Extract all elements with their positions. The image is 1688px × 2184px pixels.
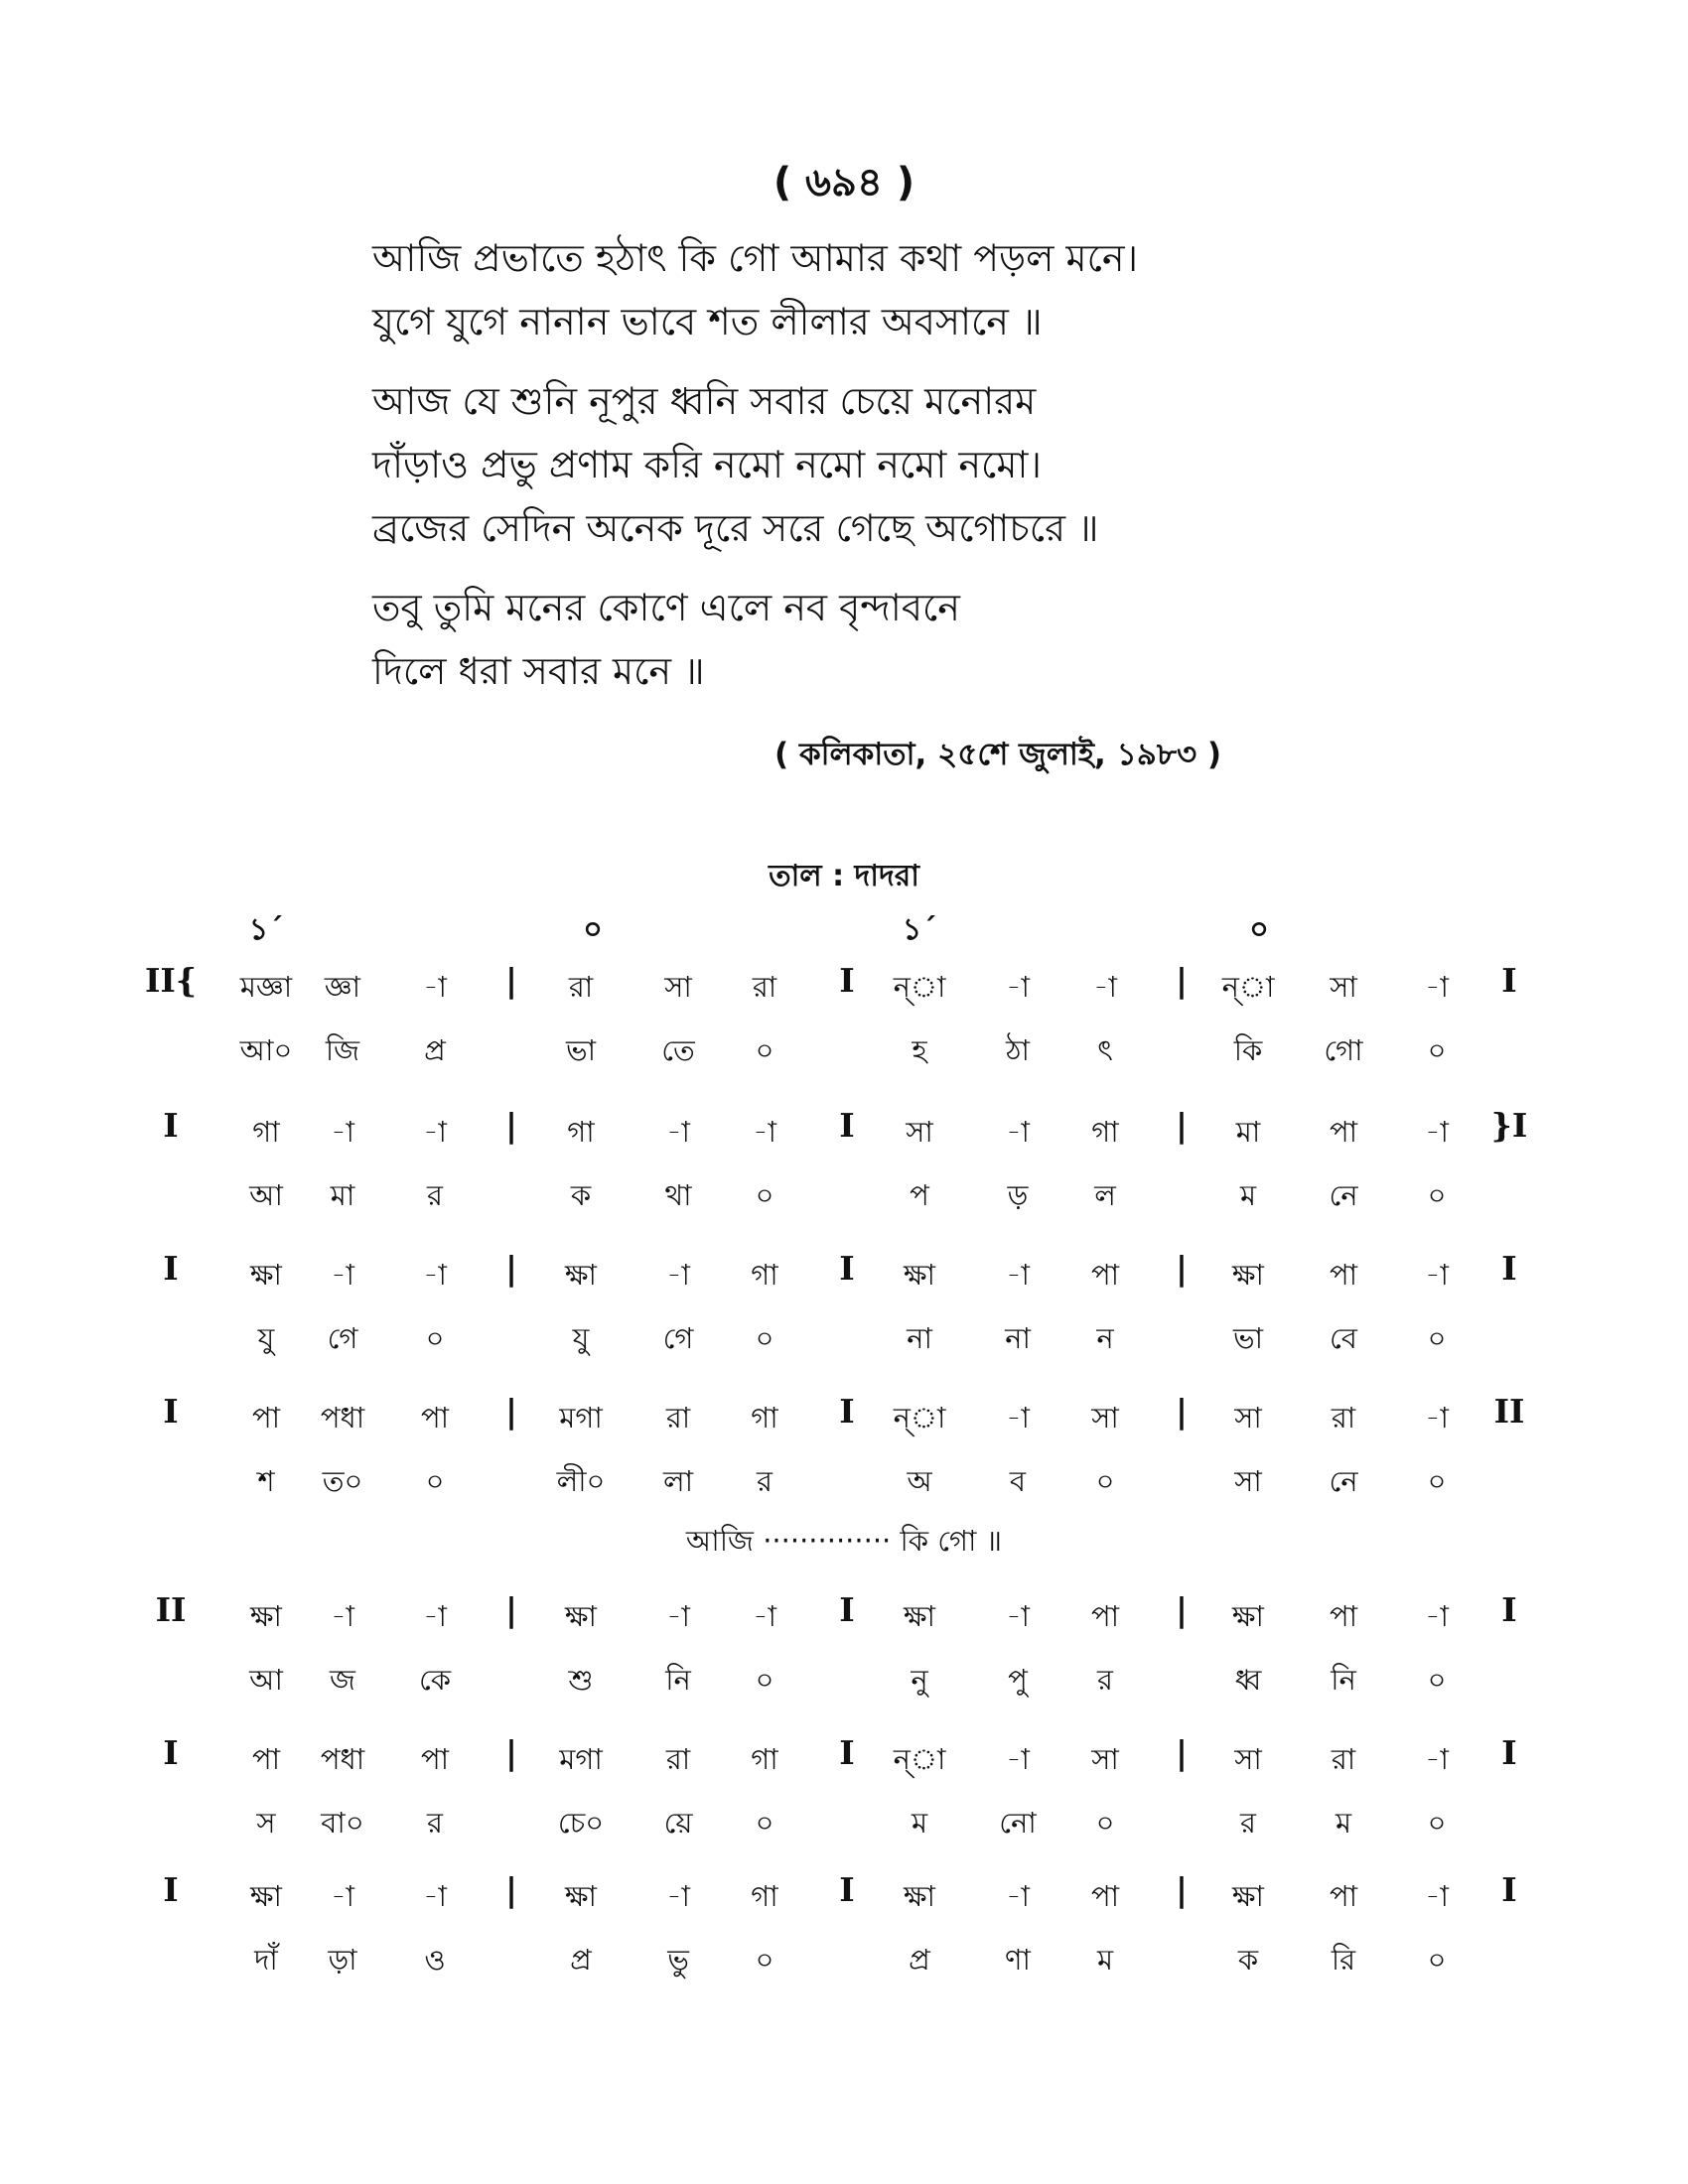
lyric-syllable: ০ <box>1427 1806 1447 1840</box>
swar-note: পা <box>1090 1258 1120 1292</box>
poem-line: যুগে যুগে নানান ভাবে শত লীলার অবসানে ॥ <box>372 300 1043 343</box>
swar-note: মজ্ঞা <box>239 970 293 1004</box>
bar-mark: | <box>1175 1106 1189 1145</box>
swar-note: মগা <box>559 1401 603 1434</box>
swar-note: ক্ষা <box>904 1258 935 1292</box>
lyric-syllable: ০ <box>1095 1464 1115 1498</box>
swar-note: ন্‌া <box>893 1401 946 1434</box>
swar-note: -া <box>1006 1742 1030 1776</box>
swar-note: -া <box>666 1879 690 1913</box>
bar-mark: I <box>839 1733 855 1772</box>
lyric-syllable: র <box>427 1178 443 1212</box>
lyric-syllable: চে০ <box>557 1806 605 1840</box>
lyric-syllable: ও <box>424 1943 446 1977</box>
poem-line: দাঁড়াও প্রভু প্রণাম করি নমো নমো নমো নমো। <box>372 443 1043 486</box>
lyric-syllable: ০ <box>1427 1033 1447 1067</box>
lyric-syllable: কি <box>1233 1033 1263 1067</box>
swar-note: পা <box>420 1401 450 1434</box>
lyric-syllable: ০ <box>755 1033 774 1067</box>
lyric-syllable: ড়া <box>328 1943 357 1977</box>
refrain-line: আজি ·············· কি গো ॥ <box>685 1524 1003 1558</box>
lyric-syllable: কে <box>418 1663 452 1697</box>
lyric-syllable: প্র <box>424 1033 446 1067</box>
swar-note: পা <box>1090 1599 1120 1633</box>
lyric-syllable: নি <box>665 1663 691 1697</box>
bar-mark: I <box>1501 961 1517 1000</box>
poem-line: আজ যে শুনি নূপুর ধ্বনি সবার চেয়ে মনোরম <box>372 379 1037 423</box>
lyric-syllable: গো <box>1324 1033 1363 1067</box>
lyric-syllable: আ <box>249 1663 283 1697</box>
lyric-syllable: র <box>1240 1806 1256 1840</box>
lyric-syllable: দাঁ <box>254 1943 278 1977</box>
lyric-syllable: শ <box>257 1464 275 1498</box>
lyric-syllable: ০ <box>425 1321 445 1355</box>
swar-note: -া <box>1425 970 1449 1004</box>
swar-note: পধা <box>320 1401 365 1434</box>
swar-note: ক্ষা <box>904 1599 935 1633</box>
bar-mark: I <box>839 1106 855 1145</box>
lyric-syllable: নু <box>911 1663 928 1697</box>
bar-mark: I <box>163 1249 179 1288</box>
bar-mark: | <box>1175 1392 1189 1431</box>
swar-note: পা <box>1090 1879 1120 1913</box>
page-number: ( ৬৯৪ ) <box>773 160 915 205</box>
lyric-syllable: ন <box>1096 1321 1114 1355</box>
lyric-syllable: যু <box>572 1321 590 1355</box>
lyric-syllable: ণা <box>1005 1943 1031 1977</box>
bar-mark: | <box>504 1392 518 1431</box>
bar-mark: I <box>163 1733 179 1772</box>
bar-mark: | <box>1175 961 1189 1000</box>
swar-note: ক্ষা <box>250 1258 282 1292</box>
lyric-syllable: নে <box>1329 1178 1358 1212</box>
swar-note: পা <box>1329 1879 1358 1913</box>
swar-note: -া <box>423 1258 447 1292</box>
dateline: ( কলিকাতা, ২৫শে জুলাই, ১৯৮৩ ) <box>774 737 1222 772</box>
bar-mark: | <box>1175 1590 1189 1629</box>
lyric-syllable: র <box>757 1464 773 1498</box>
lyric-syllable: নি <box>1331 1663 1356 1697</box>
swar-note: -া <box>331 1258 354 1292</box>
swar-note: গা <box>751 1258 778 1292</box>
swar-note: ক্ষা <box>250 1879 282 1913</box>
swar-note: ন্‌া <box>1221 970 1275 1004</box>
lyric-syllable: ০ <box>1427 1464 1447 1498</box>
bar-mark: | <box>1175 1249 1189 1288</box>
poem-line: আজি প্রভাতে হঠাৎ কি গো আমার কথা পড়ল মনে। <box>372 236 1139 280</box>
lyric-syllable: ম <box>911 1806 928 1840</box>
bar-mark: I <box>163 1106 179 1145</box>
swar-note: রা <box>568 970 594 1004</box>
swar-note: রা <box>1331 1742 1356 1776</box>
swar-note: গা <box>252 1115 280 1149</box>
swar-note: গা <box>567 1115 595 1149</box>
lyric-syllable: আ <box>249 1178 283 1212</box>
swar-note: -া <box>753 1599 776 1633</box>
lyric-syllable: ০ <box>755 1663 774 1697</box>
lyric-syllable: লা <box>662 1464 694 1498</box>
swar-note: -া <box>1006 1879 1030 1913</box>
lyric-syllable: ভা <box>565 1033 597 1067</box>
lyric-syllable: ড় <box>1007 1178 1029 1212</box>
lyric-syllable: বা০ <box>321 1806 364 1840</box>
swar-note: -া <box>331 1115 354 1149</box>
lyric-syllable: ভু <box>667 1943 689 1977</box>
lyric-syllable: না <box>1005 1321 1031 1355</box>
lyric-syllable: গে <box>662 1321 694 1355</box>
lyric-syllable: রি <box>1331 1943 1356 1977</box>
swar-note: পা <box>1329 1115 1358 1149</box>
swar-note: -া <box>1006 1401 1030 1434</box>
poem-line: দিলে ধরা সবার মনে ॥ <box>372 649 705 693</box>
lyric-syllable: প্র <box>570 1943 592 1977</box>
tala-heading: তাল : দাদরা <box>769 859 919 893</box>
swar-note: সা <box>1091 1742 1119 1776</box>
swar-note: ক্ষা <box>565 1258 597 1292</box>
poem-line: তবু তুমি মনের কোণে এলে নব বৃন্দাবনে <box>372 586 960 629</box>
swar-note: -া <box>666 1599 690 1633</box>
lyric-syllable: ল <box>1094 1178 1116 1212</box>
lyric-syllable: গে <box>327 1321 358 1355</box>
lyric-syllable: ০ <box>755 1178 774 1212</box>
lyric-syllable: প্র <box>909 1943 930 1977</box>
swar-note: সা <box>1234 1742 1262 1776</box>
lyric-syllable: ক <box>570 1178 592 1212</box>
swar-note: পা <box>251 1742 281 1776</box>
swar-note: -া <box>753 1115 776 1149</box>
lyric-syllable: ০ <box>1095 1806 1115 1840</box>
lyric-syllable: ক <box>1237 1943 1259 1977</box>
swar-note: পা <box>251 1401 281 1434</box>
lyric-syllable: র <box>427 1806 443 1840</box>
bar-mark: II <box>155 1590 187 1629</box>
lyric-syllable: ম <box>1096 1943 1114 1977</box>
lyric-syllable: ০ <box>755 1943 774 1977</box>
swar-note: রা <box>1331 1401 1356 1434</box>
lyric-syllable: ধ্ব <box>1234 1663 1262 1697</box>
swar-note: রা <box>665 1742 691 1776</box>
bar-mark: | <box>504 1733 518 1772</box>
swar-note: -া <box>423 1115 447 1149</box>
lyric-syllable: ০ <box>755 1321 774 1355</box>
lyric-syllable: ম <box>1335 1806 1352 1840</box>
swar-note: -া <box>1425 1599 1449 1633</box>
lyric-syllable: মা <box>330 1178 355 1212</box>
swar-note: -া <box>423 970 447 1004</box>
lyric-syllable: ০ <box>755 1806 774 1840</box>
lyric-syllable: শু <box>568 1663 594 1697</box>
bar-mark: II <box>1493 1392 1525 1431</box>
lyric-syllable: সা <box>1234 1464 1262 1498</box>
swar-note: ক্ষা <box>904 1879 935 1913</box>
bar-mark: I <box>1501 1249 1517 1288</box>
swar-note: মা <box>1235 1115 1261 1149</box>
swar-note: ক্ষা <box>1232 1879 1264 1913</box>
swar-note: -া <box>331 1599 354 1633</box>
swar-note: সা <box>1091 1401 1119 1434</box>
lyric-syllable: ব <box>1009 1464 1027 1498</box>
beat-marker: ১´ <box>248 912 284 947</box>
lyric-syllable: স <box>256 1806 276 1840</box>
bar-mark: | <box>504 1249 518 1288</box>
lyric-syllable: পু <box>1008 1663 1028 1697</box>
lyric-syllable: ত০ <box>322 1464 363 1498</box>
lyric-syllable: না <box>907 1321 932 1355</box>
lyric-syllable: র <box>1097 1663 1113 1697</box>
swar-note: ক্ষা <box>250 1599 282 1633</box>
swar-note: পা <box>420 1742 450 1776</box>
lyric-syllable: ০ <box>1427 1178 1447 1212</box>
swar-note: -া <box>423 1599 447 1633</box>
swar-note: -া <box>1425 1742 1449 1776</box>
lyric-syllable: ০ <box>1427 1321 1447 1355</box>
bar-mark: II{ <box>144 961 198 1000</box>
bar-mark: I <box>163 1870 179 1909</box>
lyric-syllable: জি <box>325 1033 360 1067</box>
bar-mark: I <box>839 1392 855 1431</box>
swar-note: -া <box>666 1258 690 1292</box>
bar-mark: }I <box>1490 1106 1528 1145</box>
bar-mark: | <box>504 961 518 1000</box>
bar-mark: I <box>163 1392 179 1431</box>
lyric-syllable: ম <box>1239 1178 1257 1212</box>
bar-mark: I <box>1501 1590 1517 1629</box>
swar-note: সা <box>906 1115 933 1149</box>
swar-note: গা <box>751 1879 778 1913</box>
swar-note: ন্‌া <box>893 1742 946 1776</box>
swar-note: -া <box>1006 970 1030 1004</box>
swar-note: -া <box>1006 1258 1030 1292</box>
lyric-syllable: ৎ <box>1097 1033 1113 1067</box>
swar-note: -া <box>1425 1879 1449 1913</box>
lyric-syllable: অ <box>907 1464 932 1498</box>
bar-mark: | <box>504 1106 518 1145</box>
swar-note: গা <box>751 1401 778 1434</box>
swar-note: -া <box>1006 1599 1030 1633</box>
bar-mark: I <box>1501 1870 1517 1909</box>
lyric-syllable: যু <box>257 1321 275 1355</box>
lyric-syllable: নে <box>1329 1464 1358 1498</box>
lyric-syllable: জ <box>330 1663 355 1697</box>
lyric-syllable: প <box>910 1178 929 1212</box>
beat-marker: ০ <box>1249 912 1269 947</box>
lyric-syllable: বে <box>1330 1321 1357 1355</box>
swar-note: পা <box>1329 1258 1358 1292</box>
swar-note: -া <box>666 1115 690 1149</box>
beat-marker: ১´ <box>902 912 937 947</box>
lyric-syllable: তে <box>661 1033 695 1067</box>
swar-note: -া <box>423 1879 447 1913</box>
lyric-syllable: য়ে <box>663 1806 693 1840</box>
swar-note: পা <box>1329 1599 1358 1633</box>
swar-note: পধা <box>320 1742 365 1776</box>
swar-note: সা <box>664 970 692 1004</box>
lyric-syllable: ০ <box>1427 1943 1447 1977</box>
swar-note: সা <box>1234 1401 1262 1434</box>
bar-mark: I <box>1501 1733 1517 1772</box>
swar-note: ক্ষা <box>1232 1599 1264 1633</box>
swar-note: -া <box>1006 1115 1030 1149</box>
bar-mark: | <box>504 1590 518 1629</box>
lyric-syllable: আ০ <box>239 1033 293 1067</box>
lyric-syllable: লী০ <box>556 1464 606 1498</box>
swar-note: -া <box>1425 1401 1449 1434</box>
swar-note: ক্ষা <box>565 1599 597 1633</box>
beat-marker: ০ <box>583 912 603 947</box>
swar-note: ক্ষা <box>1232 1258 1264 1292</box>
bar-mark: | <box>1175 1733 1189 1772</box>
lyric-syllable: থা <box>664 1178 692 1212</box>
bar-mark: | <box>1175 1870 1189 1909</box>
lyric-syllable: ০ <box>425 1464 445 1498</box>
swar-note: -া <box>331 1879 354 1913</box>
bar-mark: I <box>839 1870 855 1909</box>
swar-note: -া <box>1425 1258 1449 1292</box>
swar-note: গা <box>751 1742 778 1776</box>
swar-note: জ্ঞা <box>324 970 361 1004</box>
lyric-syllable: ভা <box>1232 1321 1264 1355</box>
swar-note: গা <box>1091 1115 1119 1149</box>
swar-note: ক্ষা <box>565 1879 597 1913</box>
lyric-syllable: হ <box>912 1033 927 1067</box>
lyric-syllable: ০ <box>1427 1663 1447 1697</box>
lyric-syllable: নো <box>999 1806 1037 1840</box>
swar-note: মগা <box>559 1742 603 1776</box>
swar-note: -া <box>1425 1115 1449 1149</box>
swar-note: রা <box>665 1401 691 1434</box>
lyric-syllable: ঠা <box>1006 1033 1030 1067</box>
bar-mark: I <box>839 1590 855 1629</box>
bar-mark: I <box>839 961 855 1000</box>
swar-note: -া <box>1093 970 1117 1004</box>
swar-note: সা <box>1330 970 1357 1004</box>
swar-note: ন্‌া <box>893 970 946 1004</box>
poem-line: ব্রজের সেদিন অনেক দূরে সরে গেছে অগোচরে ॥ <box>372 506 1099 550</box>
swar-note: রা <box>752 970 777 1004</box>
bar-mark: I <box>839 1249 855 1288</box>
bar-mark: | <box>504 1870 518 1909</box>
